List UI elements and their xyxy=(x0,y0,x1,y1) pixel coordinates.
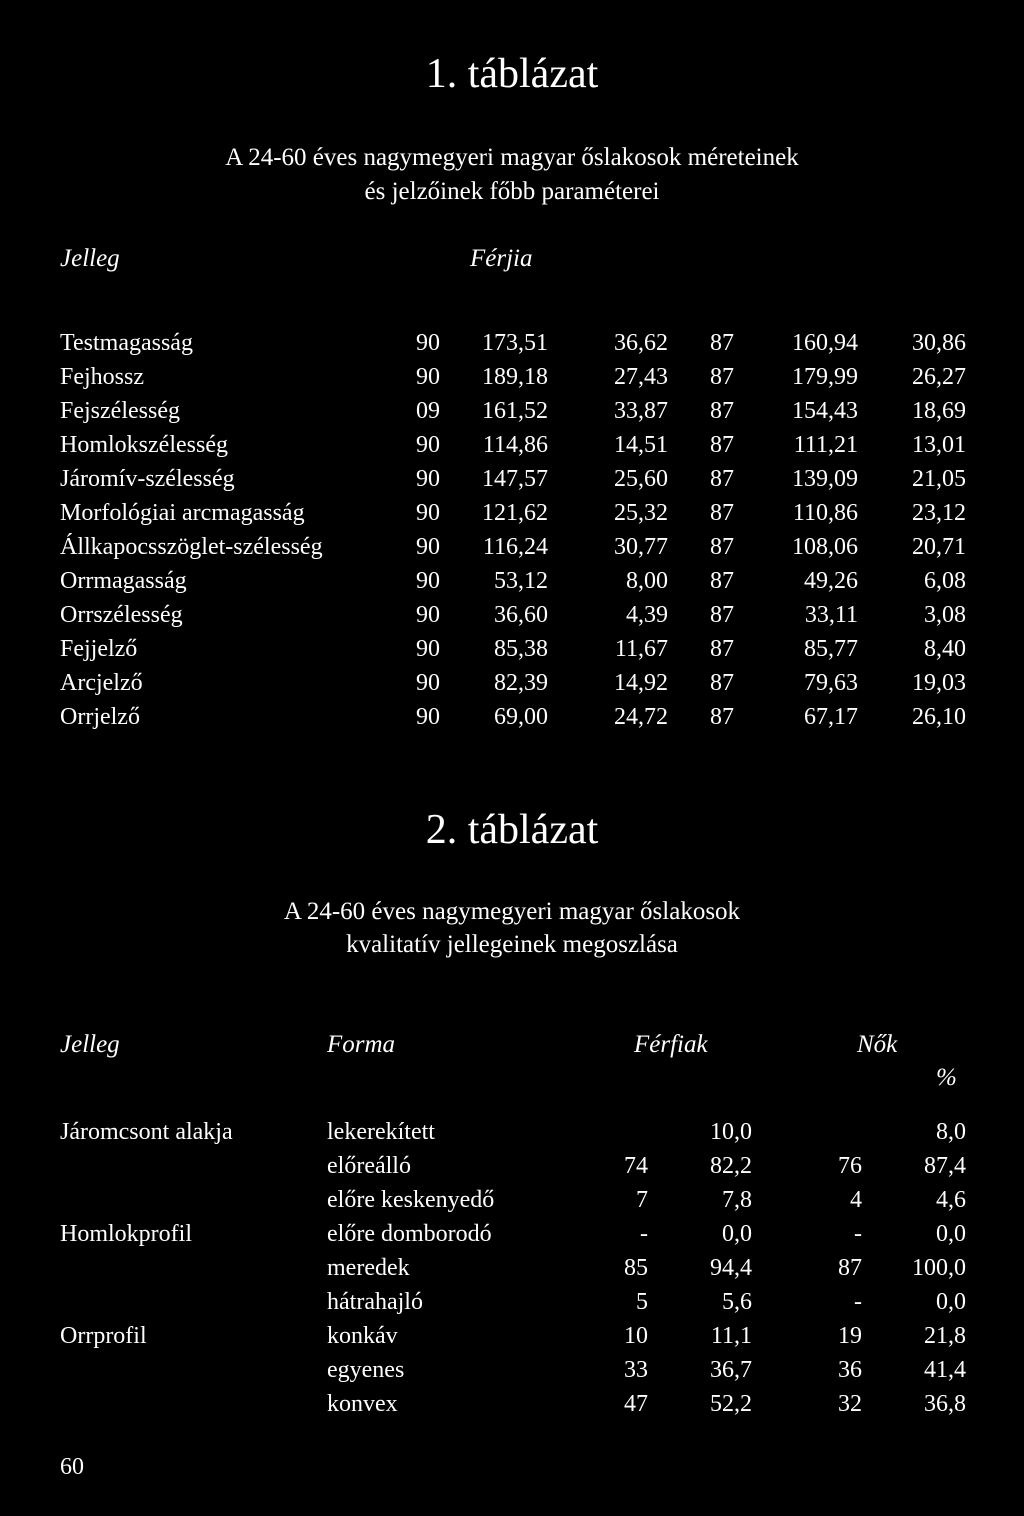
table1-cell: 147,57 xyxy=(482,466,548,492)
table1-cell: 160,94 xyxy=(792,330,858,356)
table1-cell: 85,77 xyxy=(804,636,858,662)
table1-cell: 87 xyxy=(710,398,734,424)
table1-cell: 179,99 xyxy=(792,364,858,390)
table2-row-forma: hátrahajló xyxy=(327,1289,423,1315)
table1-cell: 85,38 xyxy=(494,636,548,662)
table2-cell: - xyxy=(854,1289,862,1315)
table1-cell: 139,09 xyxy=(792,466,858,492)
table2-cell: 8,0 xyxy=(936,1119,966,1145)
table1-cell: 19,03 xyxy=(912,670,966,696)
table1-cell: 18,69 xyxy=(912,398,966,424)
table1-header-ferjia: Férjia xyxy=(470,245,533,272)
table2-cell: 11,1 xyxy=(710,1323,752,1349)
table1-row-label: Fejszélesség xyxy=(60,398,180,424)
table2-cell: 76 xyxy=(838,1153,862,1179)
table1-subtitle-line2: és jelzőinek főbb paraméterei xyxy=(364,178,660,205)
table1-cell: 110,86 xyxy=(792,500,858,526)
table2-row-forma: konvex xyxy=(327,1391,398,1417)
table2-row-forma: előreálló xyxy=(327,1153,411,1179)
table2-row-forma: konkáv xyxy=(327,1323,398,1349)
table1-cell: 79,63 xyxy=(804,670,858,696)
table2-cell: 100,0 xyxy=(912,1255,966,1281)
table1-cell: 116,24 xyxy=(482,534,548,560)
table1-cell: 90 xyxy=(416,568,440,594)
table1-cell: 87 xyxy=(710,432,734,458)
table2-subtitle-line2: kvalitatív jellegeinek megoszlása xyxy=(346,931,678,958)
table1-cell: 69,00 xyxy=(494,704,548,730)
table1-cell: 24,72 xyxy=(614,704,668,730)
table2-cell: 5,6 xyxy=(722,1289,752,1315)
table2-subtitle-line1: A 24-60 éves nagymegyeri magyar őslakosok xyxy=(283,898,741,925)
table1-cell: 8,00 xyxy=(626,568,668,594)
table1-row-label: Morfológiai arcmagasság xyxy=(60,500,305,526)
table2-cell: 74 xyxy=(624,1153,648,1179)
table1-cell: 87 xyxy=(710,636,734,662)
table2-row-forma: meredek xyxy=(327,1255,410,1281)
table1-cell: 14,51 xyxy=(614,432,668,458)
table1-cell: 3,08 xyxy=(924,602,966,628)
table2-row-jelleg: Homlokprofil xyxy=(60,1221,192,1247)
table2-header-jelleg: Jelleg xyxy=(60,1031,120,1058)
table1-cell: 90 xyxy=(416,432,440,458)
table2-row-jelleg: Járomcsont alakja xyxy=(60,1119,233,1145)
table1-cell: 14,92 xyxy=(614,670,668,696)
table1-cell: 154,43 xyxy=(792,398,858,424)
table2-cell: 0,0 xyxy=(722,1221,752,1247)
table1-row-label: Orrjelző xyxy=(60,704,140,730)
table1-subtitle-line1: A 24-60 éves nagymegyeri magyar őslakosok méreteinek xyxy=(225,144,799,171)
table1-header-jelleg: Jelleg xyxy=(60,245,120,272)
table2-header-percent: % xyxy=(936,1064,957,1091)
table2-title: 2. táblázat xyxy=(425,807,599,853)
table1-cell: 87 xyxy=(710,704,734,730)
table1-cell: 90 xyxy=(416,330,440,356)
table2-cell: 5 xyxy=(636,1289,648,1315)
table1-cell: 09 xyxy=(416,398,440,424)
table1-cell: 67,17 xyxy=(804,704,858,730)
table1-cell: 161,52 xyxy=(482,398,548,424)
table2-cell: 10,0 xyxy=(710,1119,752,1145)
table1-cell: 4,39 xyxy=(626,602,668,628)
table1-cell: 20,71 xyxy=(912,534,966,560)
table1-cell: 49,26 xyxy=(804,568,858,594)
table2-cell: 4,6 xyxy=(936,1187,966,1213)
table1-cell: 90 xyxy=(416,364,440,390)
table1-cell: 33,11 xyxy=(804,602,858,628)
table2-cell: 7,8 xyxy=(722,1187,752,1213)
table2-cell: 87,4 xyxy=(924,1153,966,1179)
table2-cell: 10 xyxy=(624,1323,648,1349)
table1-cell: 90 xyxy=(416,466,440,492)
table2-cell: 52,2 xyxy=(710,1391,752,1417)
table1-row-label: Fejhossz xyxy=(60,364,144,390)
table2-cell: 85 xyxy=(624,1255,648,1281)
table2-cell: 7 xyxy=(636,1187,648,1213)
table1-cell: 23,12 xyxy=(912,500,966,526)
table2-cell: - xyxy=(854,1221,862,1247)
table1-cell: 87 xyxy=(710,568,734,594)
table2-cell: 36,7 xyxy=(710,1357,752,1383)
table1-cell: 87 xyxy=(710,364,734,390)
table1-row-label: Orrmagasság xyxy=(60,568,187,594)
table2-row-forma: előre domborodó xyxy=(327,1221,492,1247)
table2-row-forma: egyenes xyxy=(327,1357,405,1383)
table1-row-label: Orrszélesség xyxy=(60,602,183,628)
table1-cell: 25,32 xyxy=(614,500,668,526)
table1-cell: 13,01 xyxy=(912,432,966,458)
table2-cell: 21,8 xyxy=(924,1323,966,1349)
table1-row-label: Fejjelző xyxy=(60,636,138,662)
table1-cell: 82,39 xyxy=(494,670,548,696)
table1-title: 1. táblázat xyxy=(425,51,599,97)
table2-cell: 33 xyxy=(624,1357,648,1383)
table1-cell: 26,10 xyxy=(912,704,966,730)
table1-cell: 90 xyxy=(416,704,440,730)
table2-cell: 36 xyxy=(838,1357,862,1383)
table1-cell: 87 xyxy=(710,500,734,526)
table1-row-label: Állkapocsszöglet-szélesség xyxy=(60,534,323,560)
table2-cell: - xyxy=(640,1221,648,1247)
table2-cell: 87 xyxy=(838,1255,862,1281)
table1-cell: 90 xyxy=(416,534,440,560)
table1-cell: 90 xyxy=(416,602,440,628)
table1-cell: 27,43 xyxy=(614,364,668,390)
table1-row-label: Arcjelző xyxy=(60,670,143,696)
table2-cell: 0,0 xyxy=(936,1289,966,1315)
table2-cell: 32 xyxy=(838,1391,862,1417)
table1-cell: 108,06 xyxy=(792,534,858,560)
table2-cell: 19 xyxy=(838,1323,862,1349)
table2-cell: 0,0 xyxy=(936,1221,966,1247)
table1-cell: 53,12 xyxy=(494,568,548,594)
table2-cell: 82,2 xyxy=(710,1153,752,1179)
table1-cell: 11,67 xyxy=(614,636,668,662)
table2-cell: 4 xyxy=(850,1187,862,1213)
table1-cell: 173,51 xyxy=(482,330,548,356)
table1-cell: 36,60 xyxy=(494,602,548,628)
table1-cell: 90 xyxy=(416,636,440,662)
table2-cell: 36,8 xyxy=(924,1391,966,1417)
table1-row-label: Járomív-szélesség xyxy=(60,466,235,492)
table1-cell: 30,77 xyxy=(614,534,668,560)
table1-cell: 8,40 xyxy=(924,636,966,662)
table2-cell: 41,4 xyxy=(924,1357,966,1383)
table1-cell: 87 xyxy=(710,534,734,560)
table1-cell: 189,18 xyxy=(482,364,548,390)
table2-row-forma: lekerekített xyxy=(327,1119,435,1145)
table1-cell: 90 xyxy=(416,670,440,696)
table1-cell: 114,86 xyxy=(482,432,548,458)
table1-cell: 25,60 xyxy=(614,466,668,492)
table2-header-forma: Forma xyxy=(327,1031,396,1058)
table1-row-label: Testmagasság xyxy=(60,330,193,356)
table2-row-forma: előre keskenyedő xyxy=(327,1187,495,1213)
table2-row-jelleg: Orrprofil xyxy=(60,1323,147,1349)
table1-cell: 30,86 xyxy=(912,330,966,356)
table1-row-label: Homlokszélesség xyxy=(60,432,228,458)
table2-cell: 47 xyxy=(624,1391,648,1417)
table1-cell: 87 xyxy=(710,330,734,356)
table1-cell: 87 xyxy=(710,602,734,628)
page-number: 60 xyxy=(60,1454,84,1480)
table1-cell: 90 xyxy=(416,500,440,526)
table1-cell: 36,62 xyxy=(614,330,668,356)
table1-cell: 26,27 xyxy=(912,364,966,390)
table2-header-nok: Nők xyxy=(857,1031,898,1058)
table1-cell: 87 xyxy=(710,670,734,696)
table2-cell: 94,4 xyxy=(710,1255,752,1281)
table1-cell: 21,05 xyxy=(912,466,966,492)
table1-cell: 121,62 xyxy=(482,500,548,526)
table1-cell: 33,87 xyxy=(614,398,668,424)
table2-header-ferfiak: Férfiak xyxy=(634,1031,708,1058)
table1-cell: 87 xyxy=(710,466,734,492)
table1-cell: 111,21 xyxy=(793,432,858,458)
table1-cell: 6,08 xyxy=(924,568,966,594)
